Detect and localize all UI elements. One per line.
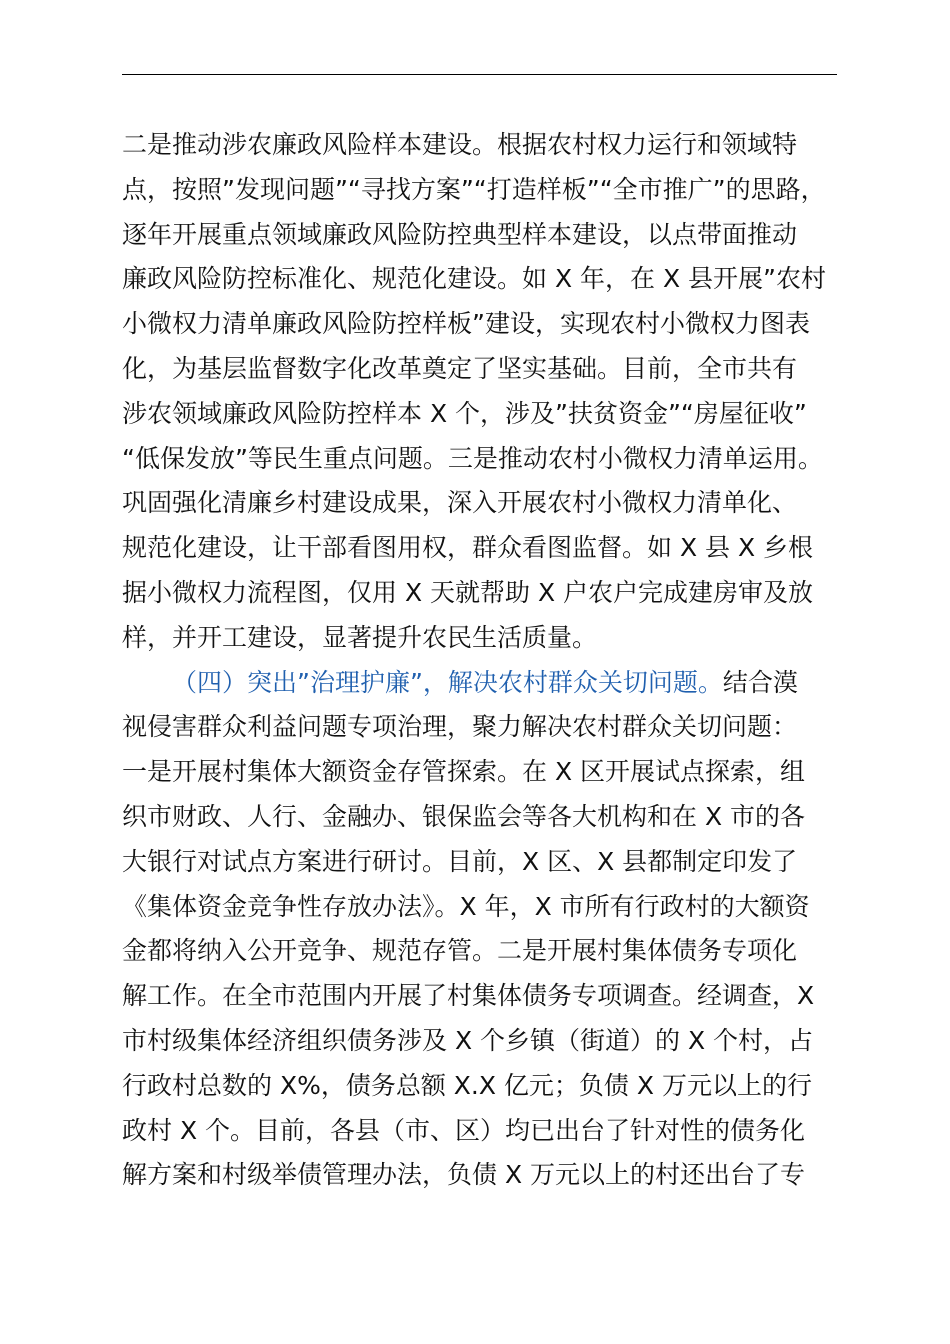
paragraph-line: 金都将纳入公开竞争、规范存管。二是开展村集体债务专项化	[122, 936, 798, 966]
paragraph-line: 政村 X 个。目前，各县（市、区）均已出台了针对性的债务化	[122, 1115, 806, 1145]
paragraph-2	[122, 661, 862, 1199]
paragraph-line: 廉政风险防控标准化、规范化建设。如 X 年，在 X 县开展”农村	[122, 264, 826, 294]
paragraph-line: 行政村总数的 X%，债务总额 X.X 亿元；负债 X 万元以上的行	[122, 1070, 812, 1100]
paragraph-line: “低保发放”等民生重点问题。三是推动农村小微权力清单运用。	[122, 443, 823, 473]
paragraph-line: 巩固强化清廉乡村建设成果，深入开展农村小微权力清单化、	[122, 488, 798, 518]
paragraph-line: 逐年开展重点领域廉政风险防控典型样本建设，以点带面推动	[122, 219, 798, 249]
paragraph-line: 化，为基层监督数字化改革奠定了坚实基础。目前，全市共有	[122, 353, 798, 383]
section-heading-line	[122, 661, 862, 706]
paragraph-line: 织市财政、人行、金融办、银保监会等各大机构和在 X 市的各	[122, 801, 806, 831]
paragraph-line: 视侵害群众利益问题专项治理，聚力解决农村群众关切问题：	[122, 712, 798, 742]
header-rule	[122, 74, 837, 75]
paragraph-line: 一是开展村集体大额资金存管探索。在 X 区开展试点探索，组	[122, 757, 806, 787]
paragraph-line: 二是推动涉农廉政风险样本建设。根据农村权力运行和领域特	[122, 130, 798, 159]
paragraph-line: 解方案和村级举债管理办法，负债 X 万元以上的村还出台了专	[122, 1160, 806, 1190]
paragraph-line: 解工作。在全市范围内开展了村集体债务专项调查。经调查，X	[122, 981, 815, 1011]
paragraph-1	[122, 123, 862, 661]
paragraph-line: 据小微权力流程图，仅用 X 天就帮助 X 户农户完成建房审及放	[122, 577, 814, 607]
paragraph-line: 《集体资金竞争性存放办法》。X 年，X 市所有行政村的大额资	[122, 891, 810, 921]
paragraph-line: 规范化建设，让干部看图用权，群众看图监督。如 X 县 X 乡根	[122, 533, 814, 563]
section-heading: （四）突出”治理护廉”，解决农村群众关切问题。	[172, 667, 723, 697]
heading-line-rest: 结合漠	[722, 667, 798, 697]
paragraph-line: 样，并开工建设，显著提升农民生活质量。	[122, 622, 598, 652]
paragraph-line: 大银行对试点方案进行研讨。目前，X 区、X 县都制定印发了	[122, 846, 798, 876]
paragraph-line: 市村级集体经济组织债务涉及 X 个乡镇（街道）的 X 个村，占	[122, 1025, 814, 1055]
document-body	[122, 123, 862, 1198]
paragraph-line: 点，按照”发现问题”“寻找方案”“打造样板”“全市推广”的思路，	[122, 174, 826, 204]
paragraph-line: 涉农领域廉政风险防控样本 X 个，涉及”扶贫资金”“房屋征收”	[122, 398, 807, 428]
paragraph-line: 小微权力清单廉政风险防控样板”建设，实现农村小微权力图表	[122, 309, 810, 339]
